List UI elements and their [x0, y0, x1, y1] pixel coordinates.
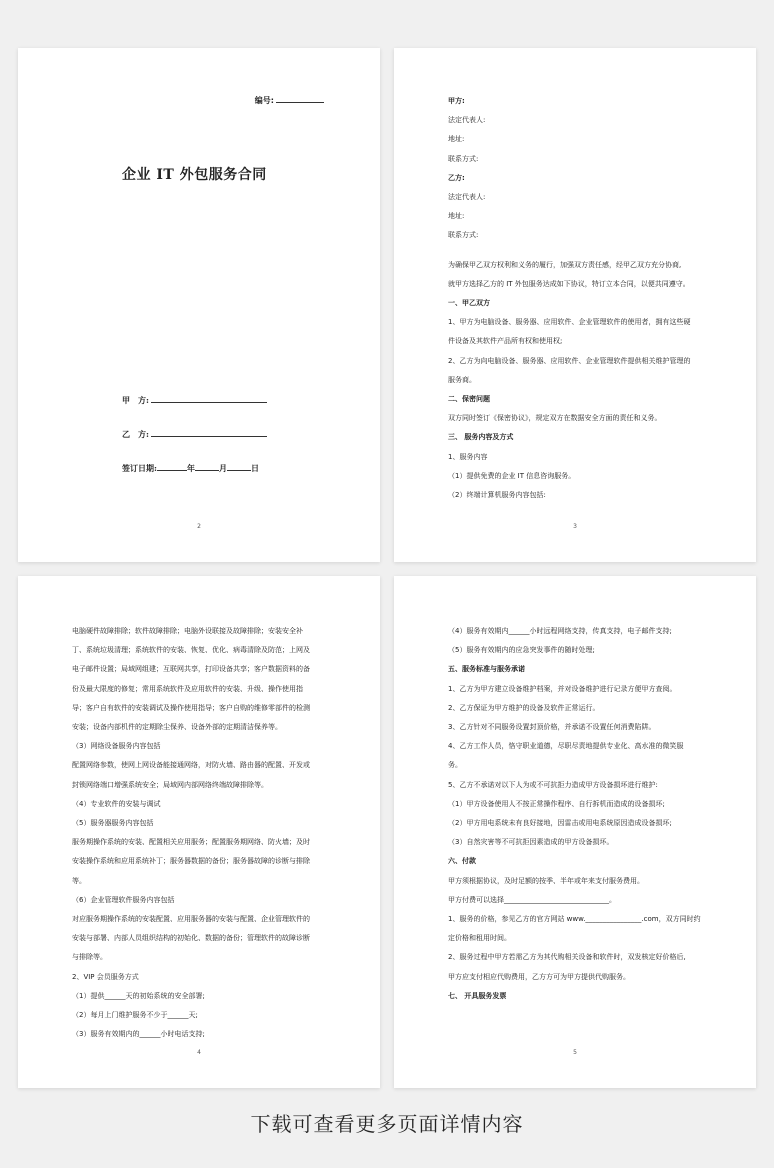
party-a-label: 甲 方: [122, 395, 149, 405]
section-heading: 甲方: [448, 97, 465, 105]
text-line: （1）甲方设备使用人不按正常操作程序、自行拆机而造成的设备损坏; [448, 799, 665, 808]
text-line: 导；客户自有软件的安装调试及操作使用指导；客户自购的维修零部件的检测 [72, 703, 310, 712]
text-line: 封锁网络端口增强系统安全；局域网内部网络终端故障排除等。 [72, 780, 268, 789]
page-number: 3 [573, 523, 577, 530]
text-line: 安装与部署、内部人员组织结构的初始化、数据的备份；管理软件的故障诊断 [72, 934, 310, 943]
day-label: 日 [250, 463, 259, 473]
section-heading: 一、甲乙双方 [448, 299, 490, 307]
day-blank [227, 462, 251, 471]
text-line: 2、VIP 会员服务方式 [72, 972, 139, 981]
document-page-4 [18, 576, 380, 1088]
text-line: 1、乙方为甲方建立设备维护档案，并对设备维护进行记录方便甲方查阅。 [448, 684, 677, 693]
text-line: 与排除等。 [72, 953, 107, 962]
text-line: 等。 [72, 876, 86, 885]
section-heading: 七、 开具服务发票 [448, 991, 507, 1000]
text-line: （2）甲方用电系统未有良好接地，因雷击或用电系统原因造成设备损坏; [448, 819, 672, 827]
text-line: 1、甲方为电脑设备、服务器、应用软件、企业管理软件的使用者，拥有这些硬 [448, 318, 691, 327]
document-page-3 [394, 48, 756, 562]
text-line: 对应服务期操作系统的安装配置、应用服务器的安装与配置、企业管理软件的 [72, 915, 310, 923]
page-body [448, 576, 708, 1088]
contract-number-label: 编号: [254, 96, 274, 105]
text-line: （5）服务有效期内的应急突发事件的随时处理; [448, 646, 595, 655]
text-line: 联系方式: [448, 231, 479, 240]
text-line: 服务期操作系统的安装、配置相关应用服务；配置服务期网络、防火墙；及时 [72, 838, 310, 847]
page-number: 2 [197, 523, 201, 530]
text-line: （3）网络设备服务内容包括 [72, 742, 161, 751]
month-label: 月 [218, 463, 227, 473]
text-line: 4、乙方工作人员，恪守职业道德，尽职尽责地提供专业化、高水准的微笑服 [448, 742, 684, 751]
page-body [448, 48, 708, 562]
text-line: （3）自然灾害等不可抗拒因素造成的甲方设备损坏。 [448, 838, 614, 847]
text-line: 2、服务过程中甲方若需乙方为其代购相关设备和软件时，双发核定好价格后, [448, 953, 686, 962]
contract-number-blank [276, 94, 324, 103]
text-line: 法定代表人: [448, 116, 486, 125]
text-line: 双方同时签订《保密协议》，规定双方在数据安全方面的责任和义务。 [448, 414, 662, 423]
download-caption: 下载可查看更多页面详情内容 [250, 1112, 524, 1136]
text-line: （3）服务有效期内的______小时电话支持; [72, 1030, 205, 1039]
party-b-field [122, 428, 267, 440]
text-line: 配置网络参数，使网上网设备能接通网络，对防火墙、路由器的配置、开发或 [72, 761, 310, 770]
text-line: 甲方应支付相应代购费用，乙方方可为甲方提供代购服务。 [448, 972, 630, 981]
text-line: 地址: [448, 212, 465, 221]
text-line: 安装操作系统和应用系统补丁；服务器数据的备份；服务器故障的诊断与排除 [72, 857, 310, 866]
month-blank [195, 462, 219, 471]
text-line: 3、乙方针对不同服务设置封顶价格，并承诺不设置任何消费陷阱。 [448, 723, 656, 731]
text-line: 1、服务内容 [448, 452, 488, 461]
text-line: 件设备及其软件产品所有权和使用权; [448, 337, 563, 346]
text-line: 定价格和租用时间。 [448, 934, 511, 943]
text-line: （1）提供______天的初始系统的安全部署; [72, 991, 205, 1000]
text-line: 甲方付费可以选择______________________________。 [448, 895, 616, 904]
text-line: （4）专业软件的安装与调试 [72, 799, 161, 808]
page-number: 4 [197, 1049, 201, 1056]
text-line: 2、乙方保证为甲方维护的设备及软件正常运行。 [448, 703, 600, 712]
section-heading: 乙方: [448, 173, 465, 182]
document-page-cover [18, 48, 380, 562]
document-page-5 [394, 576, 756, 1088]
text-line: 法定代表人: [448, 193, 486, 201]
text-line: 安装；设备内部机件的定期除尘保养、设备外部的定期清洁保养等。 [72, 723, 282, 731]
section-heading: 六、付款 [448, 857, 476, 866]
text-line: 电子邮件设置；局域网组建；互联网共享，打印设备共享；客户数据资料的备 [72, 665, 310, 674]
section-heading: 二、保密问题 [448, 395, 490, 403]
year-label: 年 [186, 463, 195, 473]
text-line: （2）终端计算机服务内容包括: [448, 491, 546, 499]
text-line: 甲方须根据协议，及时足额的按季、半年或年来支付服务费用。 [448, 876, 644, 885]
text-line: 份及最大限度的修复；常用系统软件及应用软件的安装、升级、操作使用指 [72, 684, 303, 693]
text-line: （1）提供免费的企业 IT 信息咨询服务。 [448, 471, 576, 480]
page-number: 5 [573, 1049, 577, 1056]
contract-title: 企业 IT 外包服务合同 [122, 167, 267, 183]
text-line: （6）企业管理软件服务内容包括 [72, 895, 175, 904]
section-heading: 五、服务标准与服务承诺 [448, 665, 525, 674]
sign-date-label: 签订日期: [122, 463, 157, 473]
party-b-label: 乙 方: [122, 429, 149, 439]
party-a-blank [151, 394, 267, 403]
text-line: 5、乙方不承诺对以下人为或不可抗拒力造成甲方设备损坏进行维护: [448, 780, 658, 789]
page-body [72, 576, 332, 1088]
text-line: （5）服务器服务内容包括 [72, 819, 154, 827]
text-line: 地址: [448, 135, 465, 144]
text-line: 1、服务的价格，参见乙方的官方网站 www.________________.com，双方同时约 [448, 915, 701, 923]
section-heading: 三、 服务内容及方式 [448, 433, 514, 442]
text-line: （2）每月上门维护服务不少于______天; [72, 1011, 198, 1019]
sign-date-field [122, 462, 259, 474]
text-line: （4）服务有效期内______小时远程网络支持，传真支持，电子邮件支持; [448, 627, 672, 635]
text-line: 电脑硬件故障排除；软件故障排除；电脑外设联接及故障排除；安装安全补 [72, 627, 303, 635]
text-line: 就甲方选择乙方的 IT 外包服务达成如下协议，特订立本合同，以便共同遵守。 [448, 279, 690, 288]
party-a-field [122, 394, 267, 406]
contract-number-field [255, 94, 324, 106]
text-line: 2、乙方为向电脑设备、服务器、应用软件、企业管理软件提供相关维护管理的 [448, 356, 691, 365]
party-b-blank [151, 428, 267, 437]
text-line: 丁、系统垃圾清理；系统软件的安装、恢复、优化、病毒清除及防范；上网及 [72, 646, 310, 655]
year-blank [157, 462, 187, 471]
text-line: 务。 [448, 761, 462, 770]
text-line: 联系方式: [448, 154, 479, 163]
text-line: 服务商。 [448, 375, 476, 384]
text-line: 为确保甲乙双方权利和义务的履行，加强双方责任感，经甲乙双方充分协商, [448, 260, 682, 269]
